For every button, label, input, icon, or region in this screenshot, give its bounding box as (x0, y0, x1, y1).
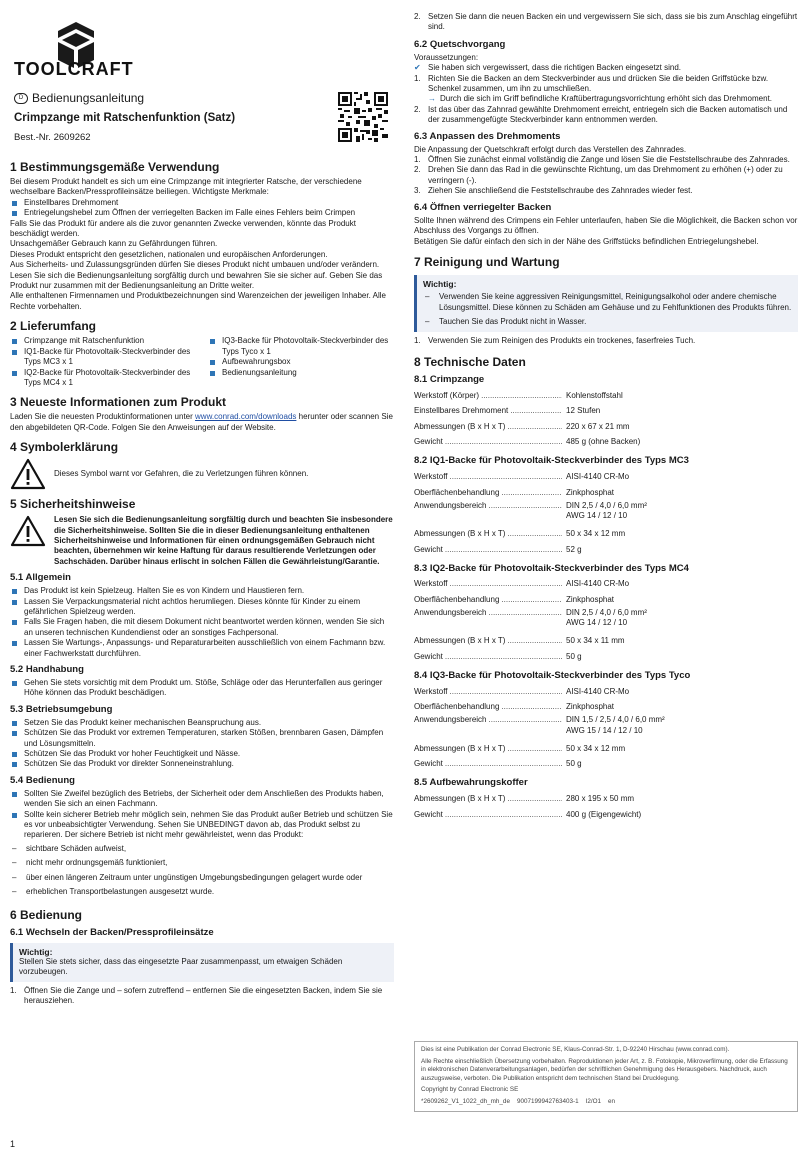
spec-row (414, 542, 798, 558)
spec-value-wrap (562, 652, 582, 662)
spec-value-wrap (562, 810, 641, 820)
spec-value-secondary: AWG 14 / 12 / 10 (566, 510, 628, 520)
spec-value-wrap (562, 422, 630, 432)
section-heading-5: 5 Sicherheitshinweise (10, 497, 136, 512)
spec-value-wrap (562, 472, 629, 482)
delivery-list-2 (208, 336, 394, 388)
spec-value: 220 x 67 x 21 mm (566, 421, 630, 431)
paragraph: Lesen Sie sich die Bedienungsanleitung sorgfältig durch und bewahren Sie sie sicher auf. Geben Sie das Produkt nur zusammen mit der Bedienungsanleitung an Dritte weiter. (10, 270, 383, 291)
paragraph: Aus Sicherheits- und Zulassungsgründen dürfen Sie dieses Produkt nicht umbauen und/oder verändern. (10, 260, 380, 270)
section-heading-2: 2 Lieferumfang (10, 319, 97, 334)
step-text: Ist das über das Zahnrad gewählte Drehmoment erreicht, entriegeln sich die Backen automatisch und der zusammengefügte Steckverbinder kann entnommen werden. (428, 104, 788, 125)
spec-group-heading: 8.5 Aufbewahrungskoffer (414, 777, 528, 789)
spec-value-wrap (562, 759, 582, 769)
list-item: Bedienungsanleitung (208, 368, 394, 378)
spec-row (414, 592, 798, 608)
prerequisite (414, 63, 798, 73)
list-item: 1. Öffnen Sie zunächst einmal vollständig die Zange und lösen Sie die Feststellschraube des Zahnrades. (414, 155, 790, 165)
spec-value-wrap (562, 406, 600, 416)
subsection-heading-6-3: 6.3 Anpassen des Drehmoments (414, 130, 561, 142)
spec-value: Kohlenstoffstahl (566, 390, 623, 400)
safety-warning-text: Lesen Sie sich die Bedienungsanleitung sorgfältig durch und beachten Sie insbesondere die Sicherheitshinweise. Sollten Sie die in dieser Bedienungsanleitung enthaltenen Sicherheitshinweise und Informationen für einen ordnungsgemäßen Gebrauch nicht beachten, übernehmen wir keine Haftung für daraus resultierende Verletzungen oder Sachschäden. Darüber hinaus erlischt in solchen Fällen die Gewährleistung/Garantie. (54, 515, 393, 566)
spec-key: Gewicht ..... (414, 810, 562, 820)
subsection-heading-6-2: 6.2 Quetschvorgang (414, 38, 506, 50)
spec-row (414, 649, 798, 665)
spec-key: Abmessungen (B x H x T) ..... (414, 422, 562, 432)
spec-key: Werkstoff (Körper) ..... (414, 391, 562, 401)
spec-key: Gewicht ..... (414, 437, 562, 447)
spec-value: 50 x 34 x 12 mm (566, 743, 626, 753)
list-item: Crimpzange mit Ratschenfunktion (10, 336, 202, 346)
important-note (414, 275, 798, 332)
spec-value-wrap (562, 529, 625, 539)
spec-value: Zinkphosphat (566, 702, 615, 712)
spec-value-wrap (562, 595, 614, 605)
list-item: Entriegelungshebel zum Öffnen der verriegelten Backen im Falle eines Fehlers beim Crimpen (10, 208, 394, 218)
spec-key: Abmessungen (B x H x T) ..... (414, 636, 562, 646)
technical-data (414, 374, 798, 823)
spec-key: Anwendungsbereich ..... (414, 501, 562, 511)
spec-group-heading: 8.2 IQ1-Backe für Photovoltaik-Steckverbinder des Typs MC3 (414, 455, 689, 467)
list-item: 1. Richten Sie die Backen an dem Steckverbinder aus und drücken Sie die beiden Griffstücke bzw. Schenkel zusammen, um ihn zu umschließen. (414, 73, 769, 94)
spec-value-wrap (562, 488, 614, 498)
paragraph: Betätigen Sie dafür einfach den sich in der Nähe des Griffstücks befindlichen Entriegelungshebel. (414, 236, 759, 246)
spec-value: DIN 2,5 / 4,0 / 6,0 mm² (566, 500, 647, 510)
list-item: 1. Verwenden Sie zum Reinigen des Produkts ein trockenes, faserfreies Tuch. (414, 335, 696, 345)
brand-wordmark: TOOLCRAFT (14, 59, 134, 79)
page-number: 1 (10, 1139, 16, 1149)
spec-row (414, 741, 798, 757)
list-item: IQ3-Backe für Photovoltaik-Steckverbinder des Typs Tyco x 1 (208, 336, 394, 357)
s62-steps (414, 74, 798, 126)
spec-value-wrap (562, 545, 582, 555)
spec-key: Werkstoff ..... (414, 472, 562, 482)
spec-value-wrap (562, 501, 647, 522)
spec-key: Werkstoff ..... (414, 579, 562, 589)
s51-list (10, 586, 394, 659)
spec-key: Anwendungsbereich ..... (414, 715, 562, 725)
section-heading-3: 3 Neueste Informationen zum Produkt (10, 395, 227, 410)
spec-group-heading: 8.1 Crimpzange (414, 373, 485, 385)
spec-row (414, 577, 798, 593)
list-item: Schützen Sie das Produkt vor hoher Feuchtigkeit und Nässe. (10, 749, 394, 759)
spec-value-secondary: AWG 14 / 12 / 10 (566, 618, 628, 628)
s63-intro: Die Anpassung der Quetschkraft erfolgt durch das Verstellen des Zahnrades. (414, 144, 687, 154)
spec-row (414, 634, 798, 650)
copyright-line: Copyright by Conrad Electronic SE (421, 1086, 519, 1094)
qr-code-icon[interactable] (338, 92, 388, 142)
spec-value-wrap (562, 579, 629, 589)
paragraph: Dieses Produkt entspricht den gesetzlichen, nationalen und europäischen Anforderungen. (10, 249, 328, 259)
paragraph: Falls Sie das Produkt für andere als die zuvor genannten Zwecke verwenden, könnte das Produkt beschädigt werden. (10, 218, 356, 239)
s54-dash-list (10, 844, 394, 898)
spec-key: Gewicht ..... (414, 759, 562, 769)
page-title: Crimpzange mit Ratschenfunktion (Satz) (14, 112, 236, 124)
doc-type-label: Bedienungsanleitung (32, 91, 145, 106)
list-item: IQ2-Backe für Photovoltaik-Steckverbinder des Typs MC4 x 1 (10, 368, 202, 389)
list-item: Sollte kein sicherer Betrieb mehr möglich sein, nehmen Sie das Produkt außer Betrieb und schützen Sie es vor unbeabsichtigter Verwendung. Sehen Sie UNBEDINGT davon ab, das Produkt selbst zu reparieren. Der sichere Betrieb ist nicht mehr gewährleistet, wenn das Produkt: (10, 810, 394, 841)
spec-key: Oberflächenbehandlung ..... (414, 595, 562, 605)
important-note (10, 943, 394, 982)
step-text: Setzen Sie dann die neuen Backen ein und vergewissern Sie sich, dass sie bis zum Anschlag eingeführt sind. (428, 12, 798, 32)
delivery-scope (10, 336, 394, 388)
list-item: – über einen längeren Zeitraum unter ungünstigen Umgebungsbedingungen gelagert wurde oder (10, 873, 394, 883)
spec-value: 12 Stufen (566, 406, 601, 416)
spec-key: Gewicht ..... (414, 545, 562, 555)
downloads-link[interactable]: www.conrad.com/downloads (195, 412, 297, 422)
note-list (423, 292, 792, 327)
arrow-right-icon: → (428, 94, 436, 104)
section-heading-7: 7 Reinigung und Wartung (414, 254, 560, 269)
s61-steps (10, 986, 394, 1007)
note-text: Stellen Sie stets sicher, dass das eingesetzte Paar zusammenpasst, um etwaigen Schäden vorzubeugen. (19, 956, 343, 977)
symbol-row (10, 458, 394, 490)
paragraph: Alle enthaltenen Firmennamen und Produktbezeichnungen sind Warenzeichen der jeweiligen Inhaber. Alle Rechte vorbehalten. (10, 291, 386, 311)
list-item: – nicht mehr ordnungsgemäß funktioniert, (10, 858, 394, 868)
subsection-heading-6-4: 6.4 Öffnen verriegelter Backen (414, 201, 552, 213)
spec-row (414, 715, 798, 741)
list-item: Einstellbares Drehmoment (10, 198, 394, 208)
subsection-heading-6-1: 6.1 Wechseln der Backen/Pressprofileinsätze (10, 926, 214, 938)
s3-text-a: Laden Sie die neuesten Produktinformationen unter (10, 412, 196, 422)
section-heading-4: 4 Symbolerklärung (10, 440, 119, 455)
list-item: IQ1-Backe für Photovoltaik-Steckverbinder des Typs MC3 x 1 (10, 347, 202, 368)
list-item: Gehen Sie stets vorsichtig mit dem Produkt um. Stöße, Schläge oder das Herunterfallen aus geringer Höhe können das Produkt beschädigen. (10, 678, 394, 699)
spec-value-wrap (562, 794, 634, 804)
spec-value: 50 g (566, 759, 582, 769)
spec-value: 280 x 195 x 50 mm (566, 794, 635, 804)
spec-value: 50 x 34 x 12 mm (566, 529, 626, 539)
step-text: Verwenden Sie zum Reinigen des Produkts ein trockenes, faserfreies Tuch. (428, 335, 696, 345)
list-item: Schützen Sie das Produkt vor extremen Temperaturen, starken Stößen, brennbaren Gasen, Dämpfen und Lösungsmitteln. (10, 728, 394, 749)
spec-key: Oberflächenbehandlung ..... (414, 702, 562, 712)
symbol-description: Dieses Symbol warnt vor Gefahren, die zu Verletzungen führen können. (54, 468, 309, 478)
spec-row (414, 700, 798, 716)
subsection-heading-5-1: 5.1 Allgemein (10, 572, 71, 584)
spec-value: Zinkphosphat (566, 594, 615, 604)
spec-value-wrap (562, 715, 665, 736)
paragraph: Sollte Ihnen während des Crimpens ein Fehler unterlaufen, haben Sie die Möglichkeit, die Backen schon vor Abschluss des Vorgangs zu öffnen. (414, 215, 798, 236)
publisher-footer (414, 1041, 798, 1112)
document-code: *2609262_V1_1022_dh_mh_de 9007199942763403-1 I2/O1 en (421, 1097, 615, 1105)
list-item: – Tauchen Sie das Produkt nicht in Wasser. (423, 317, 792, 327)
spec-row (414, 404, 798, 420)
spec-value-wrap (562, 687, 629, 697)
spec-value-wrap (562, 744, 625, 754)
spec-key: Oberflächenbehandlung ..... (414, 488, 562, 498)
spec-value: DIN 1,5 / 2,5 / 4,0 / 6,0 mm² (566, 715, 665, 725)
right-column (414, 12, 798, 823)
spec-value: 52 g (566, 544, 582, 554)
section-heading-6: 6 Bedienung (10, 907, 83, 922)
spec-value: AISI-4140 CR-Mo (566, 471, 630, 481)
s54-list (10, 789, 394, 841)
delivery-list-1 (10, 336, 202, 388)
spec-value: 50 g (566, 652, 582, 662)
spec-value: AISI-4140 CR-Mo (566, 686, 630, 696)
spec-key: Werkstoff ..... (414, 687, 562, 697)
step-text: Öffnen Sie die Zange und – sofern zutreffend – entfernen Sie die eingesetzten Backen, indem Sie sie herausziehen. (24, 985, 383, 1006)
spec-value-wrap (562, 702, 614, 712)
spec-value: DIN 2,5 / 4,0 / 6,0 mm² (566, 607, 647, 617)
spec-key: Abmessungen (B x H x T) ..... (414, 529, 562, 539)
list-item: Lassen Sie Verpackungsmaterial nicht achtlos herumliegen. Dieses könnte für Kinder zu einem gefährlichen Spielzeug werden. (10, 597, 394, 618)
s7-steps (414, 336, 798, 346)
spec-group-heading: 8.4 IQ3-Backe für Photovoltaik-Steckverbinder des Typs Tyco (414, 670, 691, 682)
warning-triangle-icon (10, 458, 46, 490)
note-title: Wichtig: (19, 946, 53, 957)
spec-row (414, 419, 798, 435)
subsection-heading-5-4: 5.4 Bedienung (10, 774, 75, 786)
warning-triangle-icon (10, 515, 46, 547)
s3-text-b: herunter oder scannen Sie den abgebildeten QR-Code. Folgen Sie den Anweisungen auf der Website. (10, 412, 393, 432)
list-item: Aufbewahrungsbox (208, 357, 394, 367)
list-item: 2. Drehen Sie dann das Rad in die gewünschte Richtung, um das Drehmoment zu erhöhen (+) oder zu verringern (-). (414, 165, 783, 185)
spec-value-wrap (562, 437, 640, 447)
list-item: Sollten Sie Zweifel bezüglich des Betriebs, der Sicherheit oder dem Anschließen des Produkts haben, wenden Sie sich an einen Fachmann. (10, 789, 394, 810)
spec-row (414, 469, 798, 485)
s61-steps-cont (414, 12, 798, 33)
spec-key: Abmessungen (B x H x T) ..... (414, 794, 562, 804)
spec-value: Zinkphosphat (566, 487, 615, 497)
s1-intro: Bei diesem Produkt handelt es sich um eine Crimpzange mit integrierter Ratsche, der verschiedene wechselbare Backen/Pressprofileinsätze beiliegen. Wichtigste Merkmale: (10, 177, 362, 197)
order-number: Best.-Nr. 2609262 (14, 132, 91, 143)
list-item: Falls Sie Fragen haben, die mit diesem Dokument nicht beantwortet werden können, wenden Sie sich an unseren technischen Kundendienst oder an sonstiges Fachpersonal. (10, 617, 394, 638)
paragraph: Unsachgemäßer Gebrauch kann zu Gefährdungen führen. (10, 239, 218, 249)
section-heading-1: 1 Bestimmungsgemäße Verwendung (10, 160, 220, 174)
spec-key: Einstellbares Drehmoment ..... (414, 406, 562, 416)
sub-item (414, 94, 798, 104)
subsection-heading-5-2: 5.2 Handhabung (10, 664, 84, 675)
left-body (10, 153, 394, 1007)
s3-text (10, 412, 394, 433)
step-text: Ziehen Sie anschließend die Feststellschraube des Zahnrades wieder fest. (428, 186, 693, 196)
step-text: Richten Sie die Backen an dem Steckverbinder aus und drücken Sie die beiden Griffstücke bzw. Schenkel zusammen, um ihn zu umschließen. (428, 73, 769, 94)
list-item: Setzen Sie das Produkt keiner mechanischen Beanspruchung aus. (10, 718, 394, 728)
section-heading-8: 8 Technische Daten (414, 354, 526, 369)
spec-value: AISI-4140 CR-Mo (566, 579, 630, 589)
checkmark-icon: ✔ (414, 63, 421, 73)
spec-key: Anwendungsbereich ..... (414, 608, 562, 618)
subsection-heading-5-3: 5.3 Betriebsumgebung (10, 703, 113, 715)
spec-row (414, 757, 798, 773)
list-item: 2. Setzen Sie dann die neuen Backen ein und vergewissern Sie sich, dass sie bis zum Anschlag eingeführt sind. (414, 12, 798, 32)
step-text: Drehen Sie dann das Rad in die gewünschte Richtung, um das Drehmoment zu erhöhen (+) oder zu verringern (-). (428, 165, 783, 185)
spec-row (414, 807, 798, 823)
safety-warning (10, 515, 394, 567)
note-title: Wichtig: (423, 278, 457, 289)
list-item: 2. Ist das über das Zahnrad gewählte Drehmoment erreicht, entriegeln sich die Backen automatisch und der zusammengefügte Steckverbinder kann entnommen werden. (414, 104, 788, 125)
spec-row (414, 684, 798, 700)
spec-row (414, 388, 798, 404)
list-item: – Verwenden Sie keine aggressiven Reinigungsmittel, Reinigungsalkohol oder andere chemische Lösungsmittel. Diese können zu Schäden am Gehäuse und zu Fehlfunktionen des Produkts führen. (423, 292, 792, 313)
list-item: 1. Öffnen Sie die Zange und – sofern zutreffend – entfernen Sie die eingesetzten Backen, indem Sie sie herausziehen. (10, 985, 383, 1006)
spec-row (414, 485, 798, 501)
list-item: 3. Ziehen Sie anschließend die Feststellschraube des Zahnrades wieder fest. (414, 186, 693, 196)
list-item: – erheblichen Transportbelastungen ausgesetzt wurde. (10, 887, 394, 897)
prerequisite-text: Sie haben sich vergewissert, dass die richtigen Backen eingesetzt sind. (428, 63, 682, 73)
spec-value-wrap (562, 391, 623, 401)
s53-list (10, 718, 394, 770)
doc-type (14, 93, 144, 104)
spec-row (414, 608, 798, 634)
list-item: Schützen Sie das Produkt vor direkter Sonneneinstrahlung. (10, 759, 394, 769)
s63-steps (414, 155, 798, 197)
s1-features (10, 198, 394, 219)
spec-value-wrap (562, 608, 647, 629)
publisher-line: Dies ist eine Publikation der Conrad Electronic SE, Klaus-Conrad-Str. 1, D-92240 Hirschau (www.conrad.com). (421, 1046, 730, 1053)
spec-value-wrap (562, 636, 625, 646)
spec-row (414, 791, 798, 807)
prerequisites-label: Voraussetzungen: (414, 52, 479, 62)
spec-key: Abmessungen (B x H x T) ..... (414, 744, 562, 754)
spec-value: 485 g (ohne Backen) (566, 437, 641, 447)
sub-item-text: Durch die sich im Griff befindliche Kraftübertragungsvorrichtung erhöht sich das Drehmoment. (440, 94, 773, 104)
spec-value-secondary: AWG 15 / 14 / 12 / 10 (566, 725, 643, 735)
spec-value: 50 x 34 x 11 mm (566, 636, 625, 646)
s52-list (10, 678, 394, 699)
rights-text: Alle Rechte einschließlich Übersetzung vorbehalten. Reproduktionen jeder Art, z. B. Fotokopie, Mikroverfilmung, oder die Erfassung in elektronischen Datenverarbeitungsanlagen, bedürfen der schriftlichen Genehmigung des Herausgebers. Nachdruck, auch auszugsweise, verboten. Die Publikation entspricht dem technischen Stand bei Drucklegung. (421, 1057, 788, 1082)
spec-row (414, 501, 798, 527)
spec-key: Gewicht ..... (414, 652, 562, 662)
spec-group-heading: 8.3 IQ2-Backe für Photovoltaik-Steckverbinder des Typs MC4 (414, 562, 689, 574)
spec-value: 400 g (Eigengewicht) (566, 809, 642, 819)
list-item: Das Produkt ist kein Spielzeug. Halten Sie es von Kindern und Haustieren fern. (10, 586, 394, 596)
spec-row (414, 435, 798, 451)
step-text: Öffnen Sie zunächst einmal vollständig die Zange und lösen Sie die Feststellschraube des Zahnrades. (428, 155, 790, 165)
list-item: Lassen Sie Wartungs-, Anpassungs- und Reparaturarbeiten ausschließlich von einem Fachmann bzw. einer Fachwerkstatt durchführen. (10, 638, 394, 659)
language-badge: D (14, 93, 28, 104)
spec-row (414, 527, 798, 543)
list-item: – sichtbare Schäden aufweist, (10, 844, 394, 854)
